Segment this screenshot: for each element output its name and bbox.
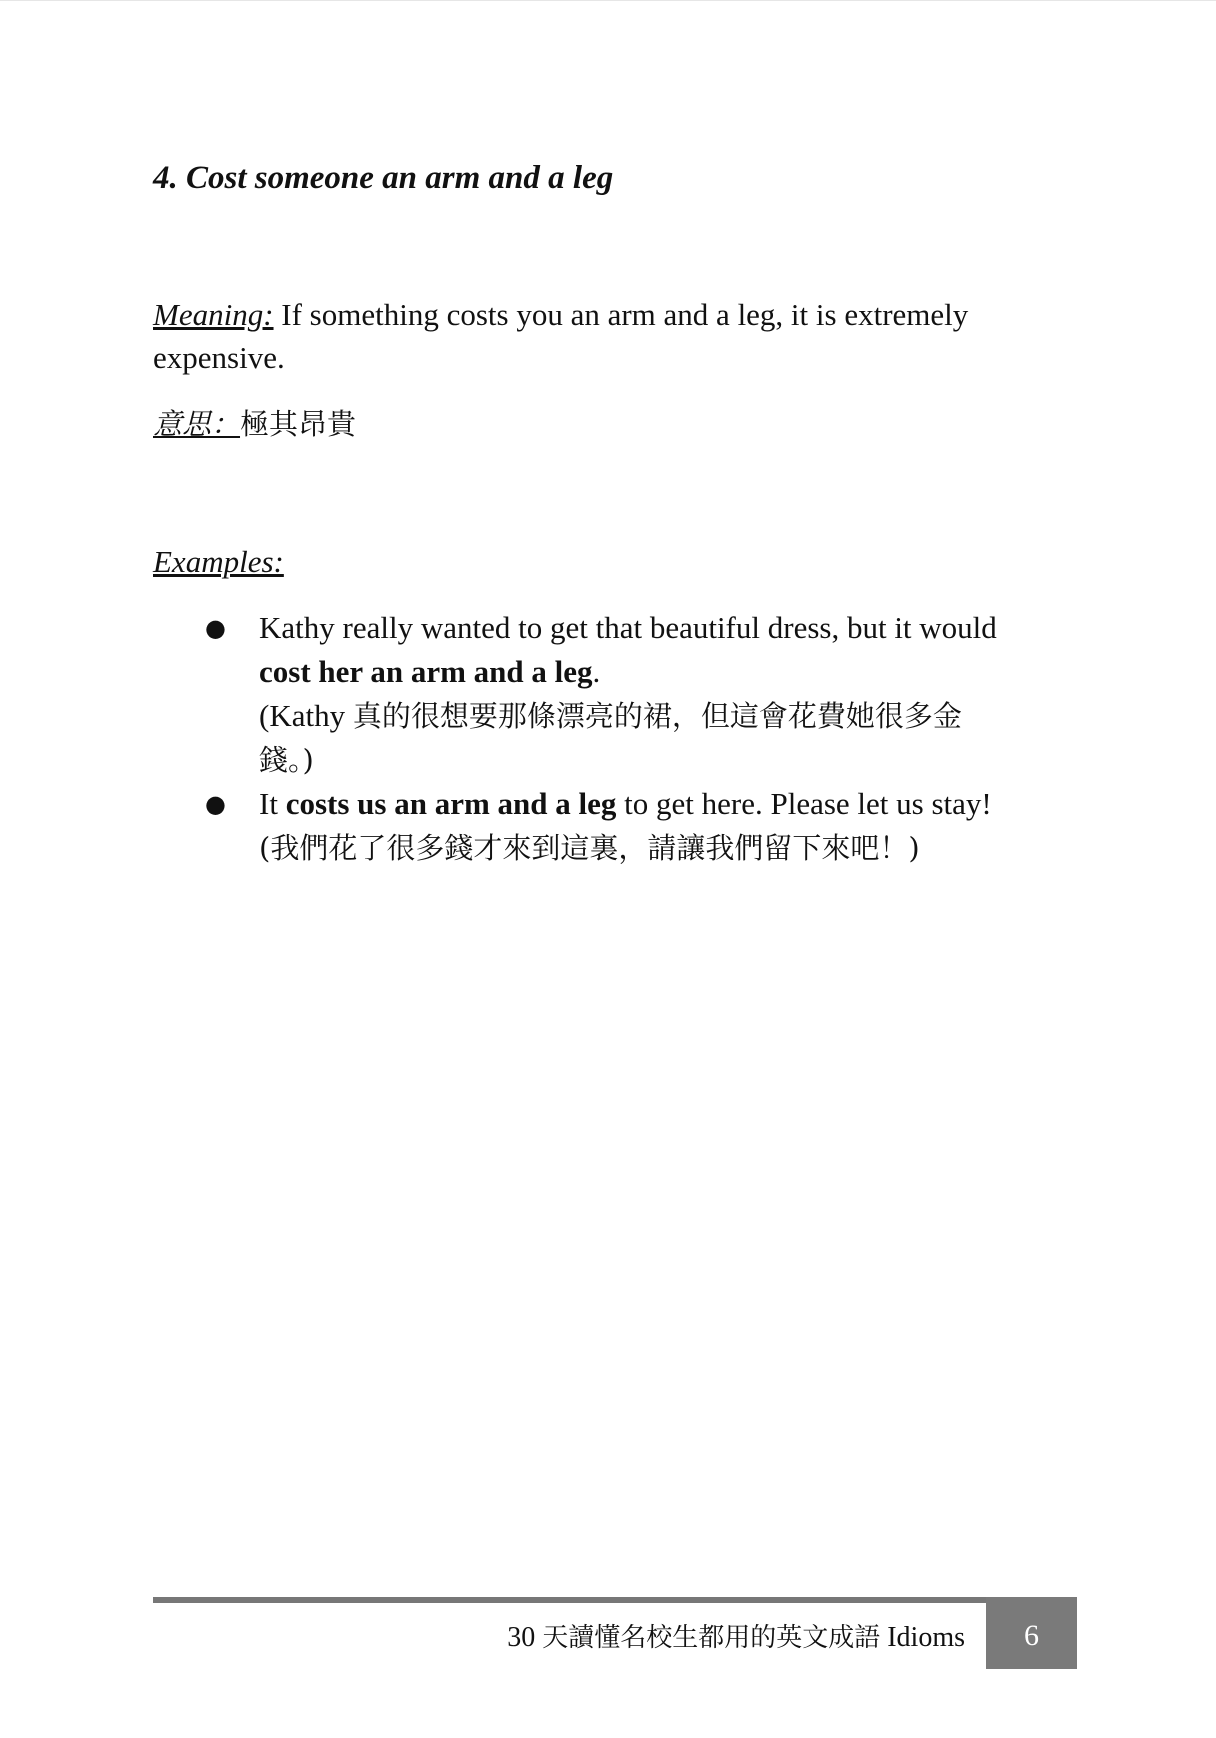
footer-title-en: Idioms	[880, 1622, 965, 1653]
example-line	[259, 694, 1053, 738]
example-text: 真的很想要那條漂亮的裙，但這會花費她很多金	[352, 699, 962, 733]
example-text: It	[259, 786, 286, 821]
footer-rule	[153, 1597, 1077, 1603]
page-number: 6	[986, 1597, 1077, 1669]
example-line	[259, 826, 1053, 870]
idiom-heading: 4. Cost someone an arm and a leg	[153, 160, 614, 196]
example-line	[259, 782, 1053, 826]
example-text: 錢。)	[259, 743, 314, 777]
example-text: Kathy really wanted to get that beautiful dress, but it would	[259, 610, 997, 645]
example-item	[153, 782, 1053, 870]
idiom-highlight: costs us an arm and a leg	[285, 786, 617, 821]
bullet-icon: ●	[205, 614, 226, 642]
meaning-zh-label: 意思：	[153, 407, 241, 441]
meaning-label: Meaning:	[153, 297, 274, 332]
example-text: to get here. Please let us stay!	[616, 786, 992, 821]
example-text: (Kathy	[259, 698, 353, 733]
meaning-text: If something costs you an arm and a leg, it is extremely expensive.	[153, 297, 969, 375]
example-line	[259, 650, 1053, 694]
footer-title-number: 30	[507, 1622, 543, 1653]
meaning-paragraph	[153, 293, 1053, 379]
page-top-edge	[0, 0, 1216, 1]
example-text: .	[592, 654, 601, 689]
footer-title-zh: 天讀懂名校生都用的英文成語	[542, 1623, 881, 1653]
example-text: (我們花了很多錢才來到這裏，請讓我們留下來吧！)	[259, 831, 920, 865]
idiom-highlight: cost her an arm and a leg	[259, 654, 593, 689]
example-item	[153, 606, 1053, 782]
meaning-zh-text: 極其昂貴	[240, 407, 357, 441]
example-line	[259, 738, 1053, 782]
footer-book-title	[153, 1613, 965, 1663]
examples-label	[153, 540, 284, 583]
bullet-icon: ●	[205, 790, 226, 818]
meaning-zh-paragraph	[153, 402, 356, 446]
example-line	[259, 606, 1053, 650]
examples-list	[153, 606, 1053, 870]
examples-label-text: Examples:	[153, 544, 284, 579]
